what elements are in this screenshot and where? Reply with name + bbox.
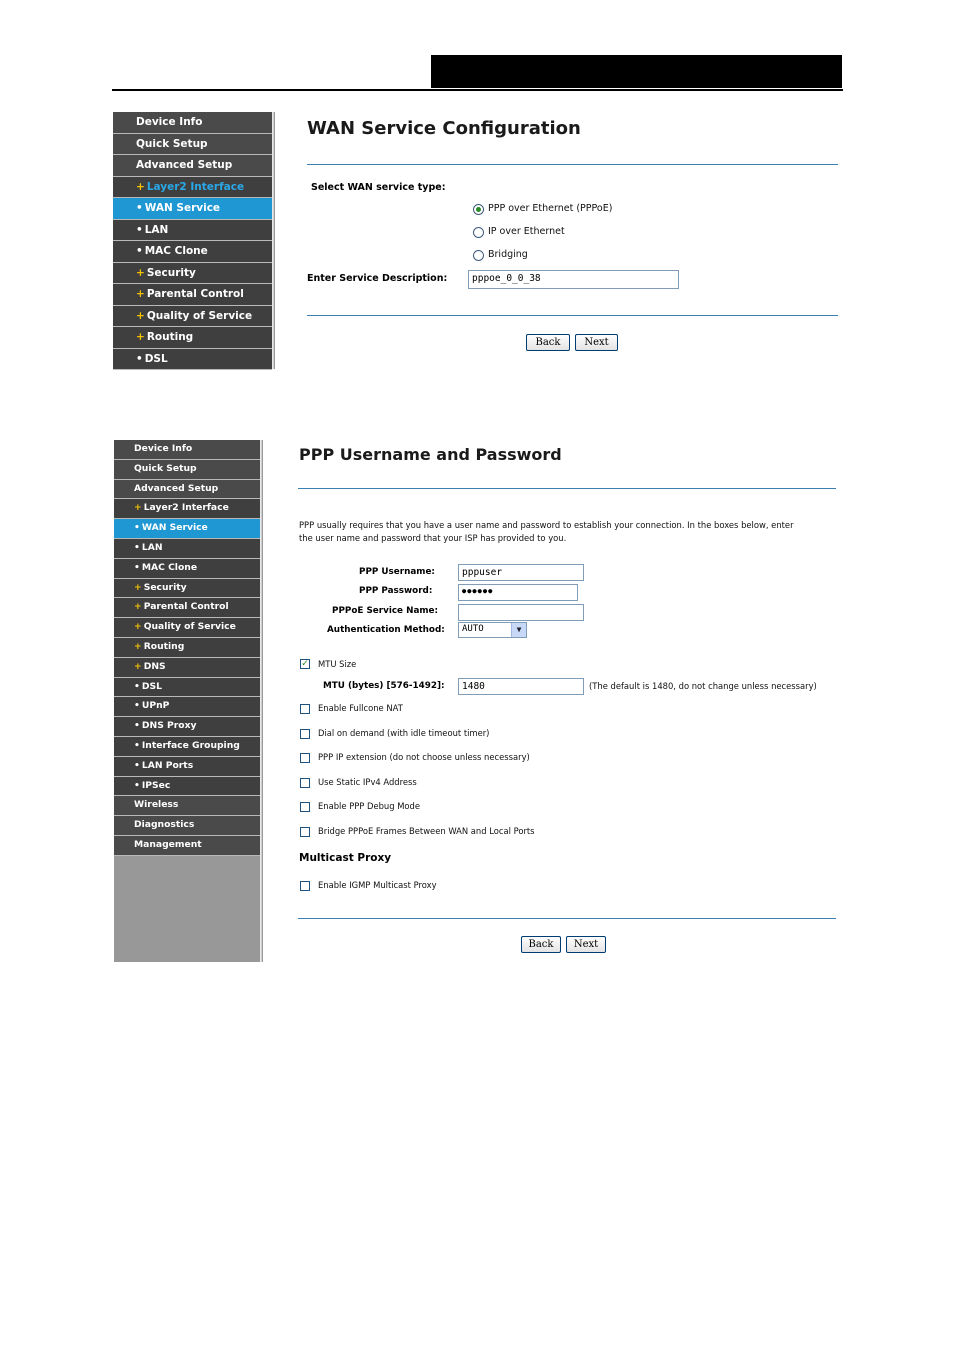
- sidebar-item-dns-proxy[interactable]: [114, 717, 260, 737]
- sidebar-item-interface-grouping[interactable]: [114, 737, 260, 757]
- next-button[interactable]: Next: [575, 334, 618, 351]
- sidebar-item-label: LAN: [141, 541, 163, 553]
- sidebar-item-security[interactable]: [114, 579, 260, 599]
- bullet-icon: •: [136, 202, 143, 214]
- bullet-icon: •: [134, 541, 140, 553]
- sidebar-item-label: Advanced Setup: [136, 159, 233, 171]
- bullet-icon: •: [134, 680, 140, 692]
- sidebar-item-label: DNS: [143, 660, 166, 672]
- service-name-label: PPPoE Service Name:: [332, 606, 439, 616]
- intro-text-line2: the user name and password that your ISP has provided to you.: [299, 533, 567, 543]
- bullet-icon: •: [134, 739, 140, 751]
- checkbox-label: Bridge PPPoE Frames Between WAN and Local Ports: [318, 826, 535, 836]
- sidebar-nav: [114, 440, 260, 962]
- radio-ipoe[interactable]: [473, 227, 484, 238]
- sidebar-item-label: IPSec: [141, 779, 171, 791]
- sidebar-item-label: WAN Service: [144, 202, 221, 214]
- password-label: PPP Password:: [359, 586, 433, 596]
- sidebar-item-label: Quick Setup: [136, 137, 208, 150]
- sidebar-item-dsl[interactable]: [113, 349, 272, 371]
- plus-icon: +: [134, 601, 142, 613]
- sidebar-item-label: LAN Ports: [141, 759, 194, 771]
- bullet-icon: •: [134, 700, 140, 712]
- plus-icon: +: [136, 180, 145, 193]
- service-description-label: Enter Service Description:: [307, 273, 448, 284]
- sidebar-item-quality-of-service[interactable]: [114, 618, 260, 638]
- sidebar-item-label: Advanced Setup: [134, 482, 219, 494]
- sidebar-item-label: LAN: [144, 223, 169, 236]
- radio-pppoe-label: PPP over Ethernet (PPPoE): [488, 203, 613, 214]
- checkbox-label: Dial on demand (with idle timeout timer): [318, 727, 490, 738]
- select-service-label: Select WAN service type:: [311, 182, 446, 193]
- sidebar-item-dns[interactable]: [114, 658, 260, 678]
- bullet-icon: •: [134, 561, 140, 573]
- sidebar-item-label: DNS Proxy: [141, 720, 197, 732]
- sidebar-item-label: DSL: [141, 680, 162, 692]
- sidebar-item-lan-ports[interactable]: [114, 757, 260, 777]
- sidebar-item-label: Quality of Service: [146, 309, 253, 322]
- ppp-credentials-panel: [114, 440, 841, 962]
- mtu-size-label: MTU Size: [318, 659, 357, 669]
- intro-text-line1: PPP usually requires that you have a user name and password to establish your connection. In the boxes below, enter: [299, 520, 794, 530]
- plus-icon: +: [134, 581, 142, 593]
- bullet-icon: •: [134, 522, 140, 534]
- mtu-input[interactable]: 1480: [458, 678, 584, 695]
- sidebar-item-wan-service[interactable]: [113, 198, 272, 220]
- username-label: PPP Username:: [359, 567, 435, 577]
- mtu-size-checkbox[interactable]: ✓: [301, 659, 309, 669]
- checkbox-label: Use Static IPv4 Address: [318, 776, 417, 787]
- sidebar-item-label: DSL: [144, 352, 168, 365]
- sidebar-item-upnp[interactable]: [114, 697, 260, 717]
- password-input[interactable]: ●●●●●●: [458, 584, 578, 601]
- checkbox-label: Enable PPP Debug Mode: [318, 801, 421, 812]
- bottom-rule: [307, 315, 838, 316]
- sidebar-item-label: Layer2 Interface: [143, 502, 229, 514]
- sidebar-divider: [260, 440, 263, 962]
- bullet-icon: •: [134, 720, 140, 732]
- plus-icon: +: [134, 621, 142, 633]
- auth-method-value: AUTO: [462, 624, 484, 634]
- sidebar-item-layer2-interface[interactable]: [114, 499, 260, 519]
- sidebar-item-label: Management: [134, 838, 202, 850]
- sidebar-item-advanced-setup[interactable]: [114, 480, 260, 500]
- sidebar-item-dsl[interactable]: [114, 678, 260, 698]
- multicast-heading: Multicast Proxy: [299, 852, 392, 864]
- main-content: [264, 440, 841, 962]
- header-black-bar: [431, 55, 842, 88]
- plus-icon: +: [134, 502, 142, 514]
- sidebar-item-label: Parental Control: [143, 601, 229, 613]
- username-input[interactable]: pppuser: [458, 564, 584, 581]
- wan-service-panel: [113, 112, 841, 369]
- radio-ipoe-label: IP over Ethernet: [488, 226, 565, 237]
- bullet-icon: •: [136, 352, 143, 365]
- sidebar-item-label: Security: [146, 266, 196, 279]
- sidebar-item-quality-of-service[interactable]: [113, 306, 272, 328]
- sidebar-item-parental-control[interactable]: [113, 284, 272, 306]
- checkbox-label: Enable Fullcone NAT: [318, 703, 403, 713]
- sidebar-item-label: Device Info: [136, 116, 203, 128]
- page-title: WAN Service Configuration: [307, 118, 581, 139]
- auth-method-select[interactable]: [458, 622, 527, 638]
- service-description-input[interactable]: pppoe_0_0_38: [468, 270, 679, 289]
- sidebar-item-label: Quick Setup: [134, 462, 197, 474]
- bullet-icon: •: [134, 779, 140, 791]
- sidebar-item-label: Security: [143, 581, 187, 593]
- sidebar-divider: [272, 112, 275, 369]
- back-button[interactable]: Back: [521, 936, 561, 953]
- next-button[interactable]: Next: [566, 936, 606, 953]
- checkbox-enable-ppp-debug-mode[interactable]: [300, 802, 310, 812]
- sidebar-item-label: Layer2 Interface: [146, 180, 245, 193]
- page-title: PPP Username and Password: [299, 445, 562, 464]
- service-name-input[interactable]: [458, 604, 584, 621]
- checkbox-label: PPP IP extension (do not choose unless necessary): [318, 752, 530, 763]
- sidebar-item-label: Routing: [146, 331, 194, 343]
- bottom-rule: [298, 918, 836, 919]
- plus-icon: +: [136, 266, 145, 279]
- sidebar-nav: [113, 112, 272, 369]
- bullet-icon: •: [136, 223, 143, 236]
- sidebar-item-diagnostics[interactable]: [114, 816, 260, 836]
- igmp-checkbox[interactable]: [300, 881, 310, 891]
- igmp-label: Enable IGMP Multicast Proxy: [318, 880, 437, 890]
- sidebar-item-layer2-interface[interactable]: [113, 177, 272, 199]
- radio-bridging[interactable]: [473, 250, 484, 261]
- checkbox-use-static-ipv4-address[interactable]: [300, 778, 310, 788]
- sidebar-item-label: MAC Clone: [141, 561, 198, 573]
- radio-pppoe[interactable]: [473, 204, 484, 215]
- sidebar-item-quick-setup[interactable]: [114, 460, 260, 480]
- back-button[interactable]: Back: [526, 334, 570, 351]
- header-rule: [112, 89, 843, 91]
- sidebar-item-advanced-setup[interactable]: [113, 155, 272, 177]
- mtu-bytes-label: MTU (bytes) [576-1492]:: [323, 681, 445, 691]
- sidebar-item-label: Quality of Service: [143, 621, 236, 633]
- sidebar-item-routing[interactable]: [114, 638, 260, 658]
- sidebar-item-device-info[interactable]: [114, 440, 260, 460]
- checkbox-dial-on-demand-with-idle-timeout-timer[interactable]: [300, 729, 310, 739]
- mtu-note: (The default is 1480, do not change unless necessary): [589, 681, 817, 691]
- plus-icon: +: [134, 640, 142, 652]
- bullet-icon: •: [134, 759, 140, 771]
- plus-icon: +: [136, 288, 145, 300]
- sidebar-item-wan-service[interactable]: [114, 519, 260, 539]
- sidebar-item-parental-control[interactable]: [114, 598, 260, 618]
- sidebar-item-ipsec[interactable]: [114, 777, 260, 797]
- title-rule: [307, 164, 838, 165]
- sidebar-item-label: Interface Grouping: [141, 739, 240, 751]
- sidebar-item-mac-clone[interactable]: [113, 241, 272, 263]
- plus-icon: +: [134, 660, 142, 672]
- sidebar-item-device-info[interactable]: [113, 112, 272, 134]
- checkbox-ppp-ip-extension-do-not-choose-unless-necessary[interactable]: [300, 753, 310, 763]
- sidebar-item-mac-clone[interactable]: [114, 559, 260, 579]
- sidebar-item-label: MAC Clone: [144, 245, 208, 257]
- sidebar-item-label: Wireless: [134, 799, 179, 811]
- main-content: [276, 112, 841, 369]
- sidebar-item-security[interactable]: [113, 263, 272, 285]
- plus-icon: +: [136, 331, 145, 343]
- sidebar-item-management[interactable]: [114, 836, 260, 856]
- sidebar-item-label: Routing: [143, 640, 185, 652]
- sidebar-item-lan[interactable]: [113, 220, 272, 242]
- sidebar-item-label: Parental Control: [146, 288, 244, 300]
- title-rule: [298, 488, 836, 489]
- radio-bridging-label: Bridging: [488, 249, 528, 260]
- sidebar-item-label: Device Info: [134, 443, 193, 454]
- sidebar-item-wireless[interactable]: [114, 796, 260, 816]
- sidebar-item-quick-setup[interactable]: [113, 134, 272, 156]
- chevron-down-icon[interactable]: ▼: [511, 623, 526, 637]
- checkbox-bridge-pppoe-frames-between-wan-and-local-ports[interactable]: [300, 827, 310, 837]
- sidebar-item-routing[interactable]: [113, 327, 272, 349]
- checkbox-enable-fullcone-nat[interactable]: [300, 704, 310, 714]
- sidebar-item-label: Diagnostics: [134, 819, 195, 831]
- sidebar-item-lan[interactable]: [114, 539, 260, 559]
- auth-method-label: Authentication Method:: [327, 625, 445, 635]
- sidebar-item-label: WAN Service: [141, 522, 208, 534]
- sidebar-item-label: UPnP: [141, 700, 170, 712]
- plus-icon: +: [136, 309, 145, 322]
- bullet-icon: •: [136, 245, 143, 257]
